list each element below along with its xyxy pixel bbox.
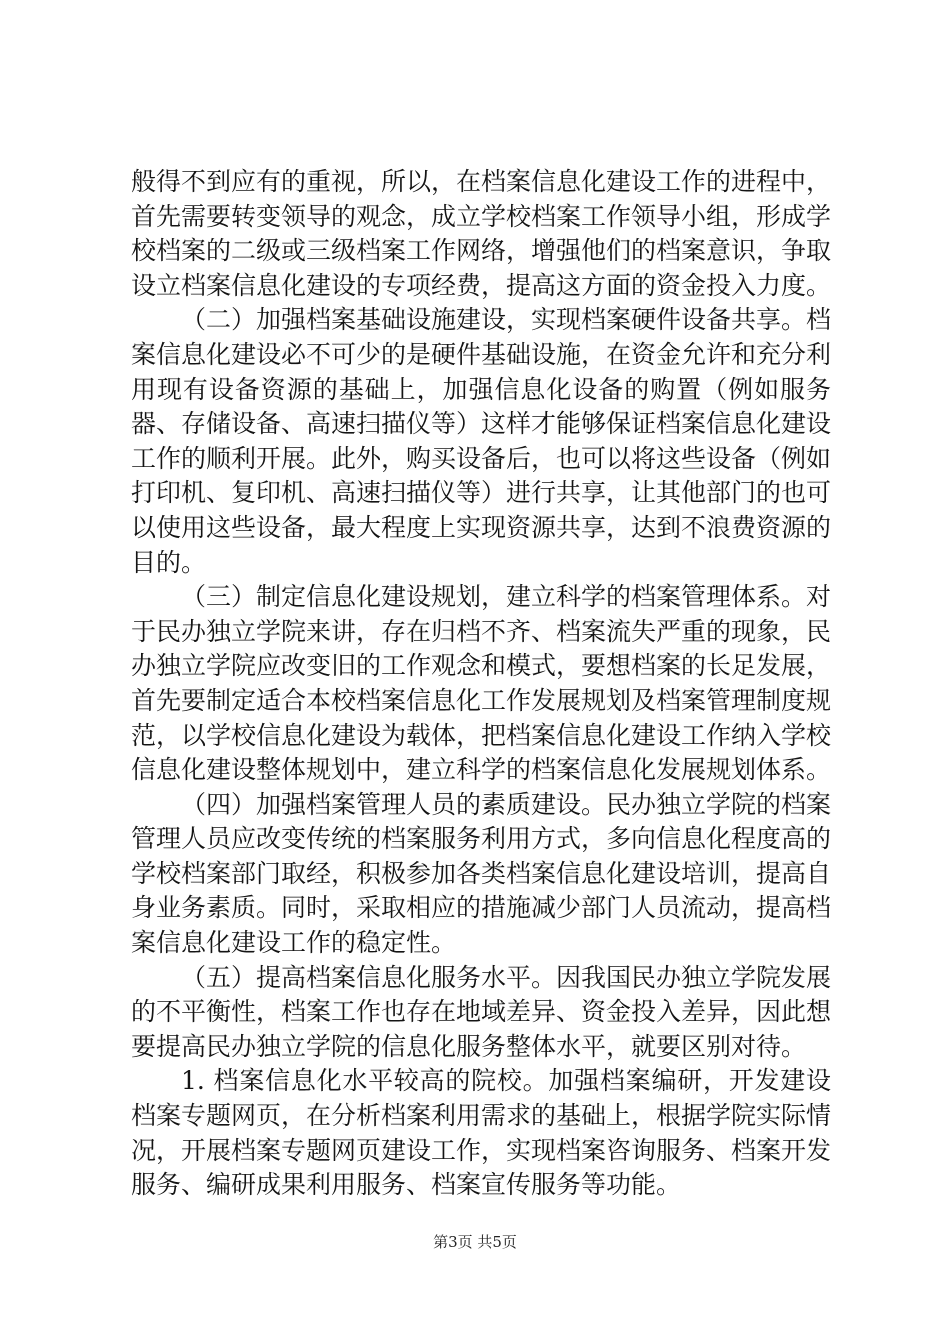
document-body <box>131 165 831 1203</box>
paragraph-item-1: 1. 档案信息化水平较高的院校。加强档案编研，开发建设档案专题网页，在分析档案利用需求的基础上，根据学院实际情况，开展档案专题网页建设工作，实现档案咨询服务、档案开发服务、编研成果利用服务、档案宣传服务等功能。 <box>131 1066 832 1200</box>
paragraph-section-3: （三）制定信息化建设规划，建立科学的档案管理体系。对于民办独立学院来讲，存在归档不齐、档案流失严重的现象，民办独立学院应改变旧的工作观念和模式，要想档案的长足发展，首先要制定适合本校档案信息化工作发展规划及档案管理制度规范，以学校信息化建设为载体，把档案信息化建设工作纳入学校信息化建设整体规划中，建立科学的档案信息化发展规划体系。 <box>131 582 832 785</box>
paragraph-section-4: （四）加强档案管理人员的素质建设。民办独立学院的档案管理人员应改变传统的档案服务利用方式，多向信息化程度高的学校档案部门取经，积极参加各类档案信息化建设培训，提高自身业务素质。同时，采取相应的措施减少部门人员流动，提高档案信息化建设工作的稳定性。 <box>131 789 832 958</box>
paragraph-section-5: （五）提高档案信息化服务水平。因我国民办独立学院发展的不平衡性，档案工作也存在地域差异、资金投入差异，因此想要提高民办独立学院的信息化服务整体水平，就要区别对待。 <box>131 962 832 1061</box>
paragraph-section-2: （二）加强档案基础设施建设，实现档案硬件设备共享。档案信息化建设必不可少的是硬件基础设施，在资金允许和充分利用现有设备资源的基础上，加强信息化设备的购置（例如服务器、存储设备、高速扫描仪等）这样才能够保证档案信息化建设工作的顺利开展。此外，购买设备后，也可以将这些设备（例如打印机、复印机、高速扫描仪等）进行共享，让其他部门的也可以使用这些设备，最大程度上实现资源共享，达到不浪费资源的目的。 <box>131 305 832 577</box>
paragraph-continuation: 般得不到应有的重视，所以，在档案信息化建设工作的进程中，首先需要转变领导的观念，成立学校档案工作领导小组，形成学校档案的二级或三级档案工作网络，增强他们的档案意识，争取设立档案信息化建设的专项经费，提高这方面的资金投入力度。 <box>131 167 832 300</box>
page-footer: 第3页 共5页 <box>433 1233 517 1251</box>
